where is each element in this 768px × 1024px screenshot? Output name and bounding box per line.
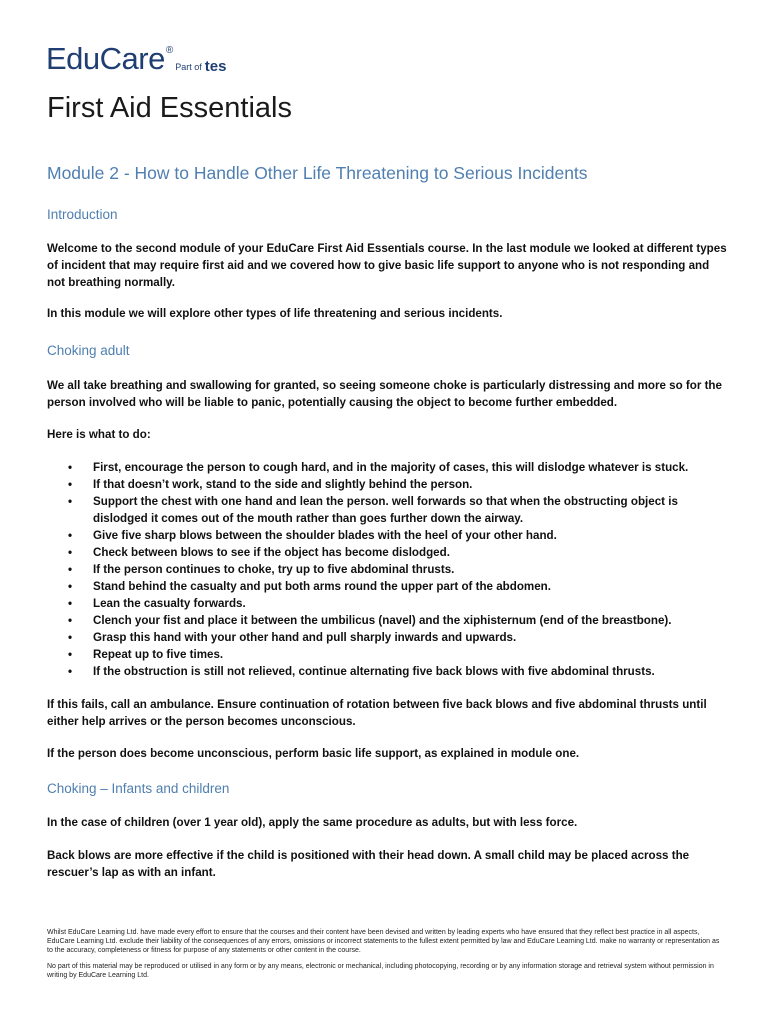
bullet-icon: •: [68, 478, 73, 491]
list-item: [47, 595, 727, 612]
list-item: [47, 612, 727, 629]
bullet-icon: •: [68, 614, 73, 627]
choking-children-paragraph-2: Back blows are more effective if the child is positioned with their head down. A small child may be placed across the rescuer’s lap as with an infant.: [47, 849, 690, 879]
list-item: [47, 646, 727, 663]
page-title: First Aid Essentials: [47, 92, 292, 124]
list-item: [47, 578, 727, 595]
bullet-icon: •: [68, 461, 73, 474]
choking-steps-list: [47, 459, 727, 680]
choking-adult-heading: Choking adult: [47, 343, 130, 358]
list-item-text: Support the chest with one hand and lean the person. well forwards so that when the obstructing object is dislodged it comes out of the mouth rather than goes further down the airway.: [93, 495, 678, 525]
intro-paragraph-2: In this module we will explore other types of life threatening and serious incidents.: [47, 307, 503, 320]
list-item-text: Grasp this hand with your other hand and pull sharply inwards and upwards.: [93, 631, 517, 644]
bullet-icon: •: [68, 648, 73, 661]
bullet-icon: •: [68, 665, 73, 678]
bullet-icon: •: [68, 529, 73, 542]
bullet-icon: •: [68, 546, 73, 559]
list-item-text: Clench your fist and place it between the umbilicus (navel) and the xiphisternum (end of the breastbone).: [93, 614, 672, 627]
list-item: [47, 544, 727, 561]
logo-part-of: Part of: [175, 62, 202, 72]
choking-children-paragraph-1: In the case of children (over 1 year old), apply the same procedure as adults, but with less force.: [47, 816, 578, 829]
bullet-icon: •: [68, 563, 73, 576]
bullet-icon: •: [68, 597, 73, 610]
logo-registered-mark: ®: [165, 45, 174, 56]
list-item: [47, 561, 727, 578]
footer-copyright: No part of this material may be reproduced or utilised in any form or by any means, electronic or mechanical, including photocopying, recording or by any information storage and retrieval system without permission in writing by EduCare Learning Ltd.: [47, 963, 714, 979]
logo-brand: EduCare: [46, 41, 165, 76]
list-item-text: Repeat up to five times.: [93, 648, 224, 661]
list-item: [47, 459, 727, 476]
list-item-text: Stand behind the casualty and put both arms round the upper part of the abdomen.: [93, 580, 551, 593]
list-item: [47, 663, 727, 680]
module-heading: Module 2 - How to Handle Other Life Threatening to Serious Incidents: [47, 163, 588, 183]
list-item: [47, 476, 727, 493]
list-item-text: If the obstruction is still not relieved, continue alternating five back blows with five abdominal thrusts.: [93, 665, 655, 678]
choking-children-heading: Choking – Infants and children: [47, 781, 230, 796]
list-item: [47, 493, 727, 527]
choking-adult-paragraph-3: If this fails, call an ambulance. Ensure continuation of rotation between five back blows and five abdominal thrusts until either help arrives or the person becomes unconscious.: [47, 698, 707, 728]
footer-disclaimer: Whilst EduCare Learning Ltd. have made every effort to ensure that the courses and their content have been devised and written by leading experts who have ensured that they reflect best practice in all aspects, EduCare Learning Ltd. exclude their liability of the consequences of any errors, omissions or incorrect statements to the fullest extent permitted by law and EduCare Learning Ltd. make no warranty or representation as to the accuracy, completeness or fitness for purpose of any statements or other content in the course.: [47, 929, 720, 954]
bullet-icon: •: [68, 495, 73, 508]
introduction-heading: Introduction: [47, 207, 118, 222]
bullet-icon: •: [68, 580, 73, 593]
intro-paragraph-1: Welcome to the second module of your EduCare First Aid Essentials course. In the last module we looked at different types of incident that may require first aid and we covered how to give basic life support to anyone who is not responding and not breathing normally.: [47, 242, 727, 289]
choking-adult-paragraph-2: Here is what to do:: [47, 428, 151, 441]
list-item-text: Check between blows to see if the object has become dislodged.: [93, 546, 450, 559]
educare-logo: [46, 38, 226, 74]
list-item-text: Lean the casualty forwards.: [93, 597, 246, 610]
logo-tes: tes: [204, 58, 227, 75]
choking-adult-paragraph-1: We all take breathing and swallowing for granted, so seeing someone choke is particularly distressing and more so for the person involved who will be liable to panic, potentially causing the object to become further embedded.: [47, 379, 722, 409]
list-item-text: Give five sharp blows between the shoulder blades with the heel of your other hand.: [93, 529, 557, 542]
choking-adult-paragraph-4: If the person does become unconscious, perform basic life support, as explained in module one.: [47, 747, 580, 760]
list-item-text: If the person continues to choke, try up to five abdominal thrusts.: [93, 563, 455, 576]
list-item: [47, 527, 727, 544]
bullet-icon: •: [68, 631, 73, 644]
list-item-text: If that doesn’t work, stand to the side and slightly behind the person.: [93, 478, 473, 491]
list-item-text: First, encourage the person to cough hard, and in the majority of cases, this will dislodge whatever is stuck.: [93, 461, 689, 474]
list-item: [47, 629, 727, 646]
